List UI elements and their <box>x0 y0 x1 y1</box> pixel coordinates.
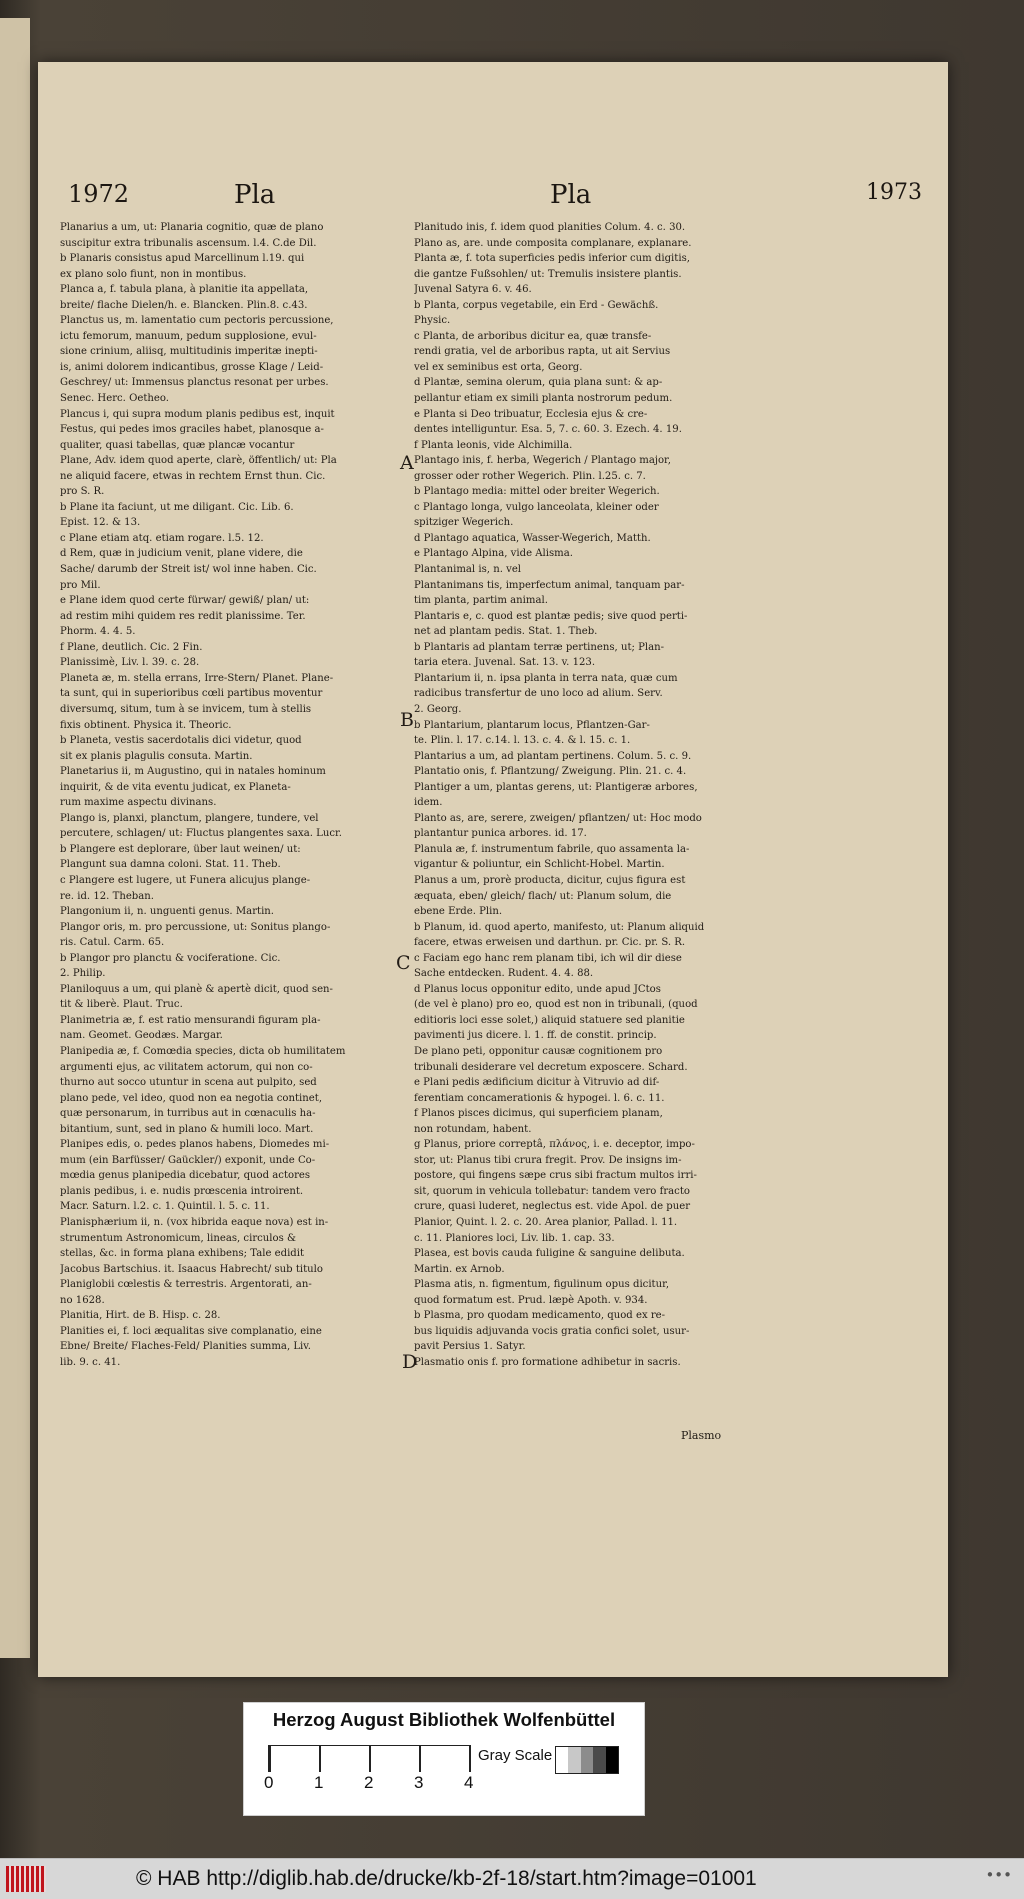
text-line: quod formatum est. Prud. læpè Apoth. v. 934. <box>414 1294 648 1306</box>
text-line: f Planta leonis, vide Alchimilla. <box>414 439 573 451</box>
text-line: Planiglobii cœlestis & terrestris. Argentorati, an- <box>60 1279 312 1291</box>
text-line: c Plantago longa, vulgo lanceolata, kleiner oder <box>414 501 659 513</box>
text-line: g Planus, priore correptâ, πλάνος, i. e. deceptor, impo- <box>414 1139 695 1151</box>
text-line: quæ personarum, in turribus aut in cœnaculis ha- <box>60 1108 316 1120</box>
text-line: Planetarius ii, m Augustino, qui in natales hominum <box>60 766 326 778</box>
text-line: Sache/ darumb der Streit ist/ wol inne haben. Cic. <box>60 564 317 576</box>
text-line: Planipedia æ, f. Comœdia species, dicta ob humilitatem <box>60 1045 346 1057</box>
text-line: f Plane, deutlich. Cic. 2 Fin. <box>60 641 203 653</box>
text-line: c Faciam ego hanc rem planam tibi, ich wil dir diese <box>414 952 682 964</box>
text-line: ne aliquid facere, etwas in rechtem Ernst thun. Cic. <box>60 470 326 482</box>
text-line: Juvenal Satyra 6. v. 46. <box>414 284 532 296</box>
text-line: sit, quorum in vehicula tollebatur: tandem vero fracto <box>414 1185 690 1197</box>
text-line: b Planaris consistus apud Marcellinum l.19. qui <box>60 253 305 265</box>
text-line: Planctus us, m. lamentatio cum pectoris percussione, <box>60 315 334 327</box>
text-line: vel ex seminibus est orta, Georg. <box>414 361 583 373</box>
text-line: ferentiam concamerationis & hypogei. l. 6. c. 11. <box>414 1092 665 1104</box>
text-line: Plantaris e, c. quod est plantæ pedis; sive quod perti- <box>414 610 688 622</box>
left-running-head: Pla <box>234 180 276 210</box>
text-line: 2. Philip. <box>60 968 106 980</box>
text-line: ex plano solo fiunt, non in montibus. <box>60 268 247 280</box>
text-line: Plasea, est bovis cauda fuligine & sanguine delibuta. <box>414 1248 685 1260</box>
gray-scale-swatches <box>555 1746 619 1774</box>
text-line: Plantanimal is, n. vel <box>414 564 522 576</box>
right-page-number: 1973 <box>866 180 922 205</box>
text-line: net ad plantam pedis. Stat. 1. Theb. <box>414 626 598 638</box>
text-line: vigantur & poliuntur, ein Schlicht-Hobel. Martin. <box>414 859 665 871</box>
text-line: b Plantago media: mittel oder breiter Wegerich. <box>414 486 660 498</box>
text-line: dentes intelliguntur. Esa. 5, 7. c. 60. 3. Ezech. 4. 19. <box>414 424 682 436</box>
text-line: b Planum, id. quod aperto, manifesto, ut: Planum aliquid <box>414 921 705 933</box>
text-line: Plantago inis, f. herba, Wegerich / Plantago major, <box>414 455 671 467</box>
gray-swatch <box>568 1747 580 1773</box>
text-line: lib. 9. c. 41. <box>60 1356 121 1368</box>
right-text-column <box>414 220 786 1370</box>
text-line: pro S. R. <box>60 486 105 498</box>
text-line: Plangor oris, m. pro percussione, ut: Sonitus plango- <box>60 921 331 933</box>
text-line: c. 11. Planiores loci, Liv. lib. 1. cap. 33. <box>414 1232 615 1244</box>
ruler-scale <box>268 1745 471 1772</box>
text-line: Physic. <box>414 315 451 327</box>
text-line: Planissimè, Liv. l. 39. c. 28. <box>60 657 200 669</box>
text-line: Plancus i, qui supra modum planis pedibus est, inquit <box>60 408 335 420</box>
text-line: Planisphærium ii, n. (vox hibrida eaque nova) est in- <box>60 1217 329 1228</box>
text-line: Phorm. 4. 4. 5. <box>60 626 136 638</box>
text-line: Macr. Saturn. l.2. c. 1. Quintil. l. 5. c. 11. <box>60 1201 270 1213</box>
text-line: planis pedibus, i. e. nudis prœscenia introirent. <box>60 1185 304 1197</box>
text-line: Epist. 12. & 13. <box>60 517 141 529</box>
gray-swatch <box>606 1747 618 1773</box>
ruler-label-0: 0 <box>264 1773 274 1792</box>
text-line: pro Mil. <box>60 579 101 591</box>
text-line: pellantur etiam ex simili planta nostrorum pedum. <box>414 393 673 405</box>
text-line: 2. Georg. <box>414 703 462 715</box>
text-line: editioris loci esse solet,) aliquid statuere sed planitie <box>414 1014 685 1026</box>
text-line: grosser oder rother Wegerich. Plin. l.25. c. 7. <box>414 470 646 482</box>
text-line: æquata, eben/ gleich/ flach/ ut: Planum solum, die <box>414 890 672 902</box>
text-line: Plango is, planxi, planctum, plangere, tundere, vel <box>60 812 319 824</box>
text-line: (de vel è plano) pro eo, quod est non in tribunali, (quod <box>414 999 698 1011</box>
text-line: Plangunt sua damna coloni. Stat. 11. Theb. <box>60 859 281 871</box>
text-line: De plano peti, opponitur causæ cognitionem pro <box>414 1045 663 1057</box>
text-line: strumentum Astronomicum, lineas, circulos & <box>60 1232 296 1244</box>
more-options-icon[interactable]: ••• <box>985 1866 1012 1884</box>
text-line: inquirit, & de vita eventu judicat, ex Planeta- <box>60 781 291 793</box>
text-line: facere, etwas erweisen und darthun. pr. Cic. pr. S. R. <box>414 937 686 949</box>
ruler-label-3: 3 <box>414 1773 424 1792</box>
text-line: b Plangere est deplorare, über laut weinen/ ut: <box>60 843 301 855</box>
text-line: die gantze Fußsohlen/ ut: Tremulis insistere plantis. <box>414 268 682 280</box>
text-line: Plantatio onis, f. Pflantzung/ Zweigung. Plin. 21. c. 4. <box>414 766 687 778</box>
text-line: is, animi dolorem indicantibus, grosse Klage / Leid- <box>60 361 324 373</box>
text-line: Planipes edis, o. pedes planos habens, Diomedes mi- <box>60 1139 330 1151</box>
text-line: Martin. ex Arnob. <box>414 1263 505 1275</box>
text-line: c Planta, de arboribus dicitur ea, quæ transfe- <box>414 330 652 342</box>
text-line: rum maxime aspectu divinans. <box>60 797 217 809</box>
text-line: Jacobus Bartschius. it. Isaacus Habrecht/ sub titulo <box>60 1263 323 1275</box>
text-line: c Plangere est lugere, ut Funera alicujus plange- <box>60 874 311 886</box>
text-line: b Planeta, vestis sacerdotalis dici videtur, quod <box>60 735 302 747</box>
text-line: te. Plin. l. 17. c.14. l. 13. c. 4. & l. 15. c. 1. <box>414 735 631 747</box>
text-line: fixis obtinent. Physica it. Theoric. <box>60 719 232 731</box>
text-line: ad restim mihi quidem res redit planissime. Ter. <box>60 610 306 622</box>
text-line: plantantur punica arbores. id. 17. <box>414 828 587 840</box>
text-line: mœdia genus planipedia dicebatur, quod actores <box>60 1170 311 1182</box>
text-line: f Planos pisces dicimus, qui superficiem planam, <box>414 1108 663 1120</box>
library-name: Herzog August Bibliothek Wolfenbüttel <box>272 1709 616 1730</box>
text-line: b Plantarium, plantarum locus, Pflantzen-Gar- <box>414 719 650 731</box>
text-line: Plangonium ii, n. unguenti genus. Martin. <box>60 906 275 918</box>
gray-swatch <box>593 1747 605 1773</box>
text-line: Plane, Adv. idem quod aperte, clarè, öffentlich/ ut: Pla <box>60 455 337 467</box>
color-calibration-bar <box>243 1702 645 1816</box>
text-line: b Planta, corpus vegetabile, ein Erd - Gewächß. <box>414 299 659 311</box>
text-line: pavit Persius 1. Satyr. <box>414 1341 526 1353</box>
text-line: breite/ flache Dielen/h. e. Blancken. Plin.8. c.43. <box>60 299 308 311</box>
text-line: percutere, schlagen/ ut: Fluctus plangentes saxa. Lucr. <box>60 828 342 840</box>
text-line: e Plani pedis ædificium dicitur à Vitruvio ad dif- <box>414 1077 660 1089</box>
ruler-label-4: 4 <box>464 1773 474 1792</box>
text-line: argumenti ejus, ac vilitatem actorum, qui non co- <box>60 1061 313 1073</box>
text-line: e Plantago Alpina, vide Alisma. <box>414 548 573 560</box>
text-line: ictu femorum, manuum, pedum supplosione, evul- <box>60 330 317 342</box>
text-line: ris. Catul. Carm. 65. <box>60 937 165 949</box>
text-line: Plantiger a um, plantas gerens, ut: Plantigeræ arbores, <box>414 781 698 793</box>
text-line: Planto as, are, serere, zweigen/ pflantzen/ ut: Hoc modo <box>414 812 702 824</box>
text-line: e Plane idem quod certe fürwar/ gewiß/ plan/ ut: <box>60 595 310 607</box>
text-line: ebene Erde. Plin. <box>414 906 503 918</box>
text-line: mum (ein Barfüsser/ Gaückler/) exponit, unde Co- <box>60 1154 316 1166</box>
text-line: tit & liberè. Plaut. Truc. <box>60 999 183 1011</box>
margin-marker-b: B <box>400 709 414 731</box>
text-line: tribunali desiderare vel decretum exposcere. Schard. <box>414 1061 688 1073</box>
text-line: d Plantæ, semina olerum, quia plana sunt: & ap- <box>414 377 663 389</box>
left-page-number: 1972 <box>68 180 130 208</box>
footer-copyright-link[interactable]: © HAB http://diglib.hab.de/drucke/kb-2f-18/start.htm?image=01001 <box>136 1867 757 1890</box>
text-line: Planarius a um, ut: Planaria cognitio, quæ de plano <box>60 222 324 233</box>
text-line: non rotundam, habent. <box>414 1123 532 1135</box>
margin-marker-d: D <box>402 1351 418 1373</box>
text-line: sione crinium, aliisq, multitudinis imperitæ inepti- <box>60 346 318 358</box>
text-line: Planeta æ, m. stella errans, Irre-Stern/ Planet. Plane- <box>60 672 334 684</box>
text-line: radicibus transfertur de uno loco ad alium. Serv. <box>414 688 663 700</box>
text-line: no 1628. <box>60 1294 105 1306</box>
text-line: Plantarium ii, n. ipsa planta in terra nata, quæ cum <box>414 672 678 684</box>
text-line: nam. Geomet. Geodæs. Margar. <box>60 1030 223 1042</box>
text-line: rendi gratia, vel de arboribus rapta, ut ait Servius <box>414 346 671 358</box>
text-line: diversumq, situm, tum à se invicem, tum à stellis <box>60 703 312 715</box>
gray-swatch <box>581 1747 593 1773</box>
text-line: Planities ei, f. loci æqualitas sive complanatio, eine <box>60 1325 322 1337</box>
text-line: Plantanimans tis, imperfectum animal, tanquam par- <box>414 579 685 591</box>
text-line: tim planta, partim animal. <box>414 595 548 607</box>
viewer-footer <box>0 1858 1024 1899</box>
text-line: bus liquidis adjuvanda vocis gratia confici solet, usur- <box>414 1325 690 1337</box>
text-line: b Plangor pro planctu & vociferatione. Cic. <box>60 952 281 964</box>
text-line: Planula æ, f. instrumentum fabrile, quo assamenta la- <box>414 843 690 855</box>
text-line: e Planta si Deo tribuatur, Ecclesia ejus & cre- <box>414 408 648 420</box>
ruler-label-1: 1 <box>314 1773 324 1792</box>
text-line: taria etera. Juvenal. Sat. 13. v. 123. <box>414 657 596 669</box>
text-line: suscipitur extra tribunalis ascensum. l.4. C.de Dil. <box>60 237 317 249</box>
text-line: Senec. Herc. Oetheo. <box>60 393 169 405</box>
text-line: stellas, &c. in forma plana exhibens; Tale edidit <box>60 1248 305 1260</box>
text-line: Sache entdecken. Rudent. 4. 4. 88. <box>414 968 594 980</box>
text-line: Planior, Quint. l. 2. c. 20. Area planior, Pallad. l. 11. <box>414 1217 678 1228</box>
text-line: c Plane etiam atq. etiam rogare. l.5. 12. <box>60 532 264 544</box>
margin-marker-a: A <box>400 452 414 474</box>
hab-logo-icon[interactable] <box>6 1866 46 1892</box>
text-line: Planus a um, prorè producta, dicitur, cujus figura est <box>414 874 686 886</box>
dictionary-page <box>38 62 948 1677</box>
ruler-label-2: 2 <box>364 1773 374 1792</box>
text-line: Plano as, are. unde composita complanare, explanare. <box>414 237 692 249</box>
text-line: Planimetria æ, f. est ratio mensurandi figuram pla- <box>60 1014 321 1026</box>
text-line: postore, qui fingens sæpe crus sibi fractum multos irri- <box>414 1170 697 1182</box>
text-line: Planca a, f. tabula plana, à planitie ita appellata, <box>60 284 309 296</box>
text-line: thurno aut socco utuntur in scena aut pulpito, sed <box>60 1077 317 1089</box>
text-line: qualiter, quasi tabellas, quæ plancæ vocantur <box>60 439 295 451</box>
text-line: d Plantago aquatica, Wasser-Wegerich, Matth. <box>414 532 651 544</box>
right-running-head: Pla <box>550 180 592 210</box>
text-line: sit ex planis plagulis consuta. Martin. <box>60 750 253 762</box>
text-line: re. id. 12. Theban. <box>60 890 154 902</box>
left-text-column <box>60 220 425 1370</box>
text-line: crure, quasi luderet, neglectus est. vide Apol. de puer <box>414 1201 691 1213</box>
catchword: Plasmo <box>681 1429 722 1442</box>
text-line: ta sunt, qui in superioribus cœli partibus moventur <box>60 688 323 700</box>
text-line: Geschrey/ ut: Immensus planctus resonat per urbes. <box>60 377 329 389</box>
text-line: bitantium, sunt, sed in plano & humili loco. Mart. <box>60 1123 314 1135</box>
text-line: d Rem, quæ in judicium venit, plane videre, die <box>60 548 303 560</box>
text-line: Plasma atis, n. figmentum, figulinum opus dicitur, <box>414 1279 670 1291</box>
adjacent-page-edge <box>0 18 30 1658</box>
text-line: b Plane ita faciunt, ut me diligant. Cic. Lib. 6. <box>60 501 294 513</box>
text-line: Planitudo inis, f. idem quod planities Colum. 4. c. 30. <box>414 222 686 233</box>
text-line: Festus, qui pedes imos graciles habet, planosque a- <box>60 424 324 436</box>
text-line: b Plantaris ad plantam terræ pertinens, ut; Plan- <box>414 641 665 653</box>
text-line: Planiloquus a um, qui planè & apertè dicit, quod sen- <box>60 983 333 995</box>
text-line: Planitia, Hirt. de B. Hisp. c. 28. <box>60 1310 221 1322</box>
text-line: Plasmatio onis f. pro formatione adhibetur in sacris. <box>414 1356 681 1368</box>
text-line: b Plasma, pro quodam medicamento, quod ex re- <box>414 1310 666 1322</box>
text-line: Plantarius a um, ad plantam pertinens. Colum. 5. c. 9. <box>414 750 692 762</box>
text-line: pavimenti jus dicere. l. 1. ff. de constit. princip. <box>414 1030 657 1042</box>
text-line: plano pede, vel ideo, quod non ea negotia continet, <box>60 1092 323 1104</box>
text-line: d Planus locus opponitur edito, unde apud JCtos <box>414 983 661 995</box>
text-line: Ebne/ Breite/ Flaches-Feld/ Planities summa, Liv. <box>60 1341 312 1353</box>
gray-scale-label: Gray Scale <box>478 1747 553 1764</box>
text-line: Planta æ, f. tota superficies pedis inferior cum digitis, <box>414 253 690 265</box>
margin-marker-c: C <box>396 952 411 974</box>
text-line: stor, ut: Planus tibi crura fregit. Prov. De insigns im- <box>414 1154 682 1166</box>
text-line: spitziger Wegerich. <box>414 517 514 529</box>
text-line: idem. <box>414 797 443 809</box>
gray-swatch <box>556 1747 568 1773</box>
